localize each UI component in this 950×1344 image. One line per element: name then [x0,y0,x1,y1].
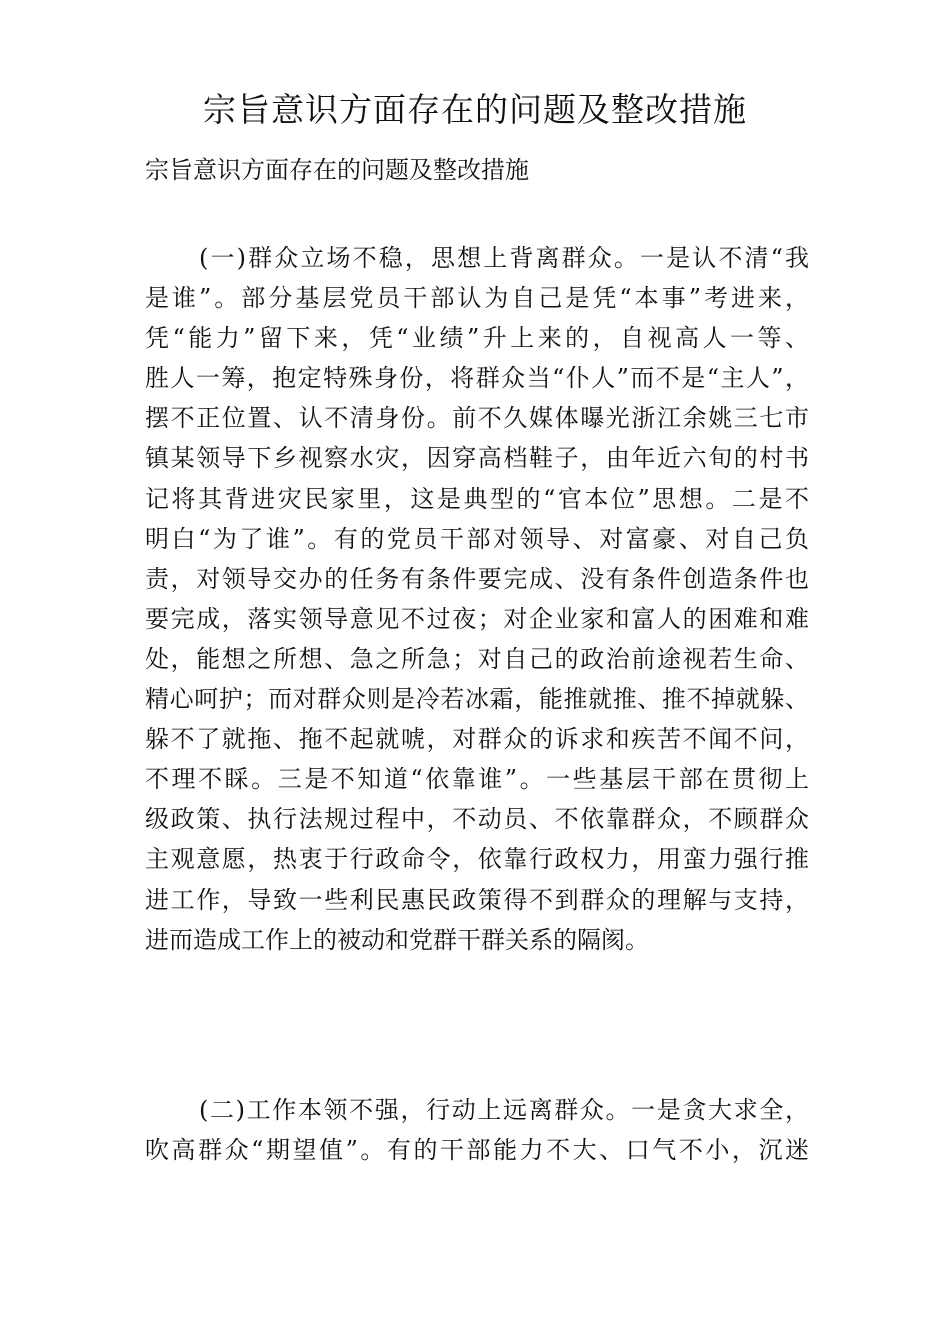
paragraph-line: 处，能想之所想、急之所急；对自己的政治前途视若生命、 [145,644,809,673]
paragraph-line: (一)群众立场不稳，思想上背离群众。一是认不清“我 [199,244,809,272]
paragraph-line: 要完成，落实领导意见不过夜；对企业家和富人的困难和难 [145,604,809,633]
document-subtitle: 宗旨意识方面存在的问题及整改措施 [145,156,529,184]
paragraph-line: 进而造成工作上的被动和党群干群关系的隔阂。 [145,925,649,954]
paragraph-line: 责，对领导交办的任务有条件要完成、没有条件创造条件也 [145,564,809,593]
paragraph-line: 摆不正位置、认不清身份。前不久媒体曝光浙江余姚三七市 [145,404,809,433]
paragraph-line: 镇某领导下乡视察水灾，因穿高档鞋子，由年近六旬的村书 [145,444,809,473]
paragraph-line: 不理不睬。三是不知道“依靠谁”。一些基层干部在贯彻上 [145,765,809,794]
document-title: 宗旨意识方面存在的问题及整改措施 [203,90,747,129]
paragraph-1 [145,238,809,960]
paragraph-line: 吹高群众“期望值”。有的干部能力不大、口气不小，沉迷 [145,1136,809,1165]
paragraph-line: 胜人一筹，抱定特殊身份，将群众当“仆人”而不是“主人”， [145,364,809,393]
paragraph-line: 躲不了就拖、拖不起就唬，对群众的诉求和疾苦不闻不问， [145,725,809,754]
paragraph-line: 记将其背进灾民家里，这是典型的“官本位”思想。二是不 [145,484,809,513]
paragraph-line: 明白“为了谁”。有的党员干部对领导、对富豪、对自己负 [145,524,809,553]
paragraph-line: 是谁”。部分基层党员干部认为自己是凭“本事”考进来， [145,284,809,313]
paragraph-line: 级政策、执行法规过程中，不动员、不依靠群众，不顾群众 [145,805,809,834]
paragraph-line: 精心呵护；而对群众则是冷若冰霜，能推就推、推不掉就躲、 [145,685,809,714]
paragraph-line: (二)工作本领不强，行动上远离群众。一是贪大求全， [199,1096,809,1124]
paragraph-2 [145,1090,809,1170]
paragraph-line: 主观意愿，热衷于行政命令，依靠行政权力，用蛮力强行推 [145,845,809,874]
paragraph-line: 凭“能力”留下来，凭“业绩”升上来的，自视高人一等、 [145,324,809,353]
paragraph-line: 进工作，导致一些利民惠民政策得不到群众的理解与支持， [145,885,809,914]
